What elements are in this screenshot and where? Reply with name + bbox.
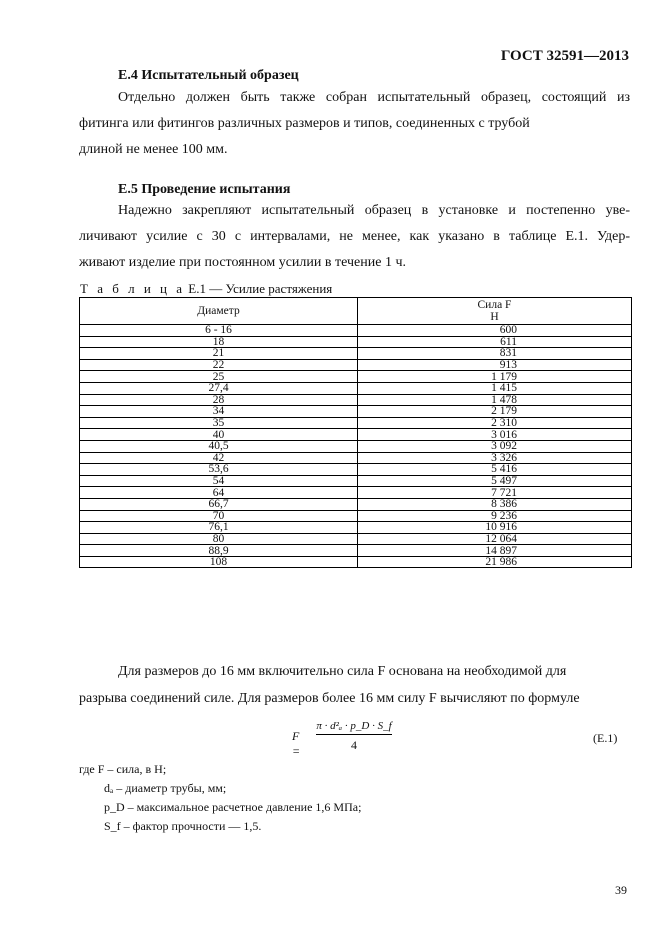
table-row: 40 3 016 [80, 429, 632, 441]
paragraph-line: личивают усилие с 30 с интервалами, не менее, как указано в таблице Е.1. Удер- [79, 229, 630, 244]
where-item: S_f – фактор прочности — 1,5. [104, 819, 262, 833]
table-row: 18 611 [80, 336, 632, 348]
col-header-diameter: Диаметр [80, 298, 358, 325]
paragraph-line: фитинга или фитингов различных размеров и типов, соединенных с трубой [79, 116, 530, 131]
paragraph-line: Отдельно должен быть также собран испытательный образец, состоящий из [118, 90, 630, 105]
paragraph-line: разрыва соединений силе. Для размеров более 16 мм силу F вычисляют по формуле [79, 691, 580, 706]
formula-lhs: F = [292, 729, 301, 758]
table-row: 42 3 326 [80, 452, 632, 464]
table-row: 34 2 179 [80, 406, 632, 418]
document-code: ГОСТ 32591—2013 [500, 48, 629, 64]
formula-fraction [316, 720, 392, 753]
table-row: 80 12 064 [80, 533, 632, 545]
table-row: 66,7 8 386 [80, 498, 632, 510]
formula-denominator: 4 [351, 738, 357, 752]
formula-number: (Е.1) [593, 731, 618, 745]
section-heading-e5: Е.5 Проведение испытания [118, 182, 291, 197]
table-row: 70 9 236 [80, 510, 632, 522]
table-row: 21 831 [80, 348, 632, 360]
table-row: 76,1 10 916 [80, 522, 632, 534]
table-caption-prefix: Т а б л и ц а [80, 281, 185, 296]
paragraph-line: длиной не менее 100 мм. [79, 142, 228, 157]
where-intro: где F – сила, в Н; [79, 762, 167, 776]
table-row: 6 - 16 600 [80, 325, 632, 337]
where-item: p_D – максимальное расчетное давление 1,6 МПа; [104, 800, 362, 814]
table-row: 88,9 14 897 [80, 545, 632, 557]
table-row: 27,4 1 415 [80, 382, 632, 394]
table-caption-title: Е.1 — Усилие растяжения [188, 281, 333, 296]
paragraph-line: живают изделие при постоянном усилии в течение 1 ч. [79, 255, 406, 270]
table-row: 35 2 310 [80, 417, 632, 429]
where-item: dₐ – диаметр трубы, мм; [104, 781, 227, 795]
page-number: 39 [615, 883, 627, 897]
formula-numerator: π · d²ₐ · p_D · S_f [316, 720, 392, 735]
table-row: 25 1 179 [80, 371, 632, 383]
table-row: 28 1 478 [80, 394, 632, 406]
paragraph-line: Для размеров до 16 мм включительно сила F основана на необходимой для [118, 664, 567, 679]
table-caption [80, 281, 332, 297]
paragraph-line: Надежно закрепляют испытательный образец в установке и постепенно уве- [118, 203, 630, 218]
table-row: 108 21 986 [80, 556, 632, 568]
table-row: 54 5 497 [80, 475, 632, 487]
section-heading-e4: Е.4 Испытательный образец [118, 68, 299, 83]
table-row: 22 913 [80, 359, 632, 371]
table-row: 64 7 721 [80, 487, 632, 499]
table-header-row [80, 298, 632, 325]
table-row: 53,6 5 416 [80, 464, 632, 476]
col-header-force: Сила F Н [358, 298, 632, 325]
table-row: 40,5 3 092 [80, 440, 632, 452]
force-table [79, 297, 632, 568]
